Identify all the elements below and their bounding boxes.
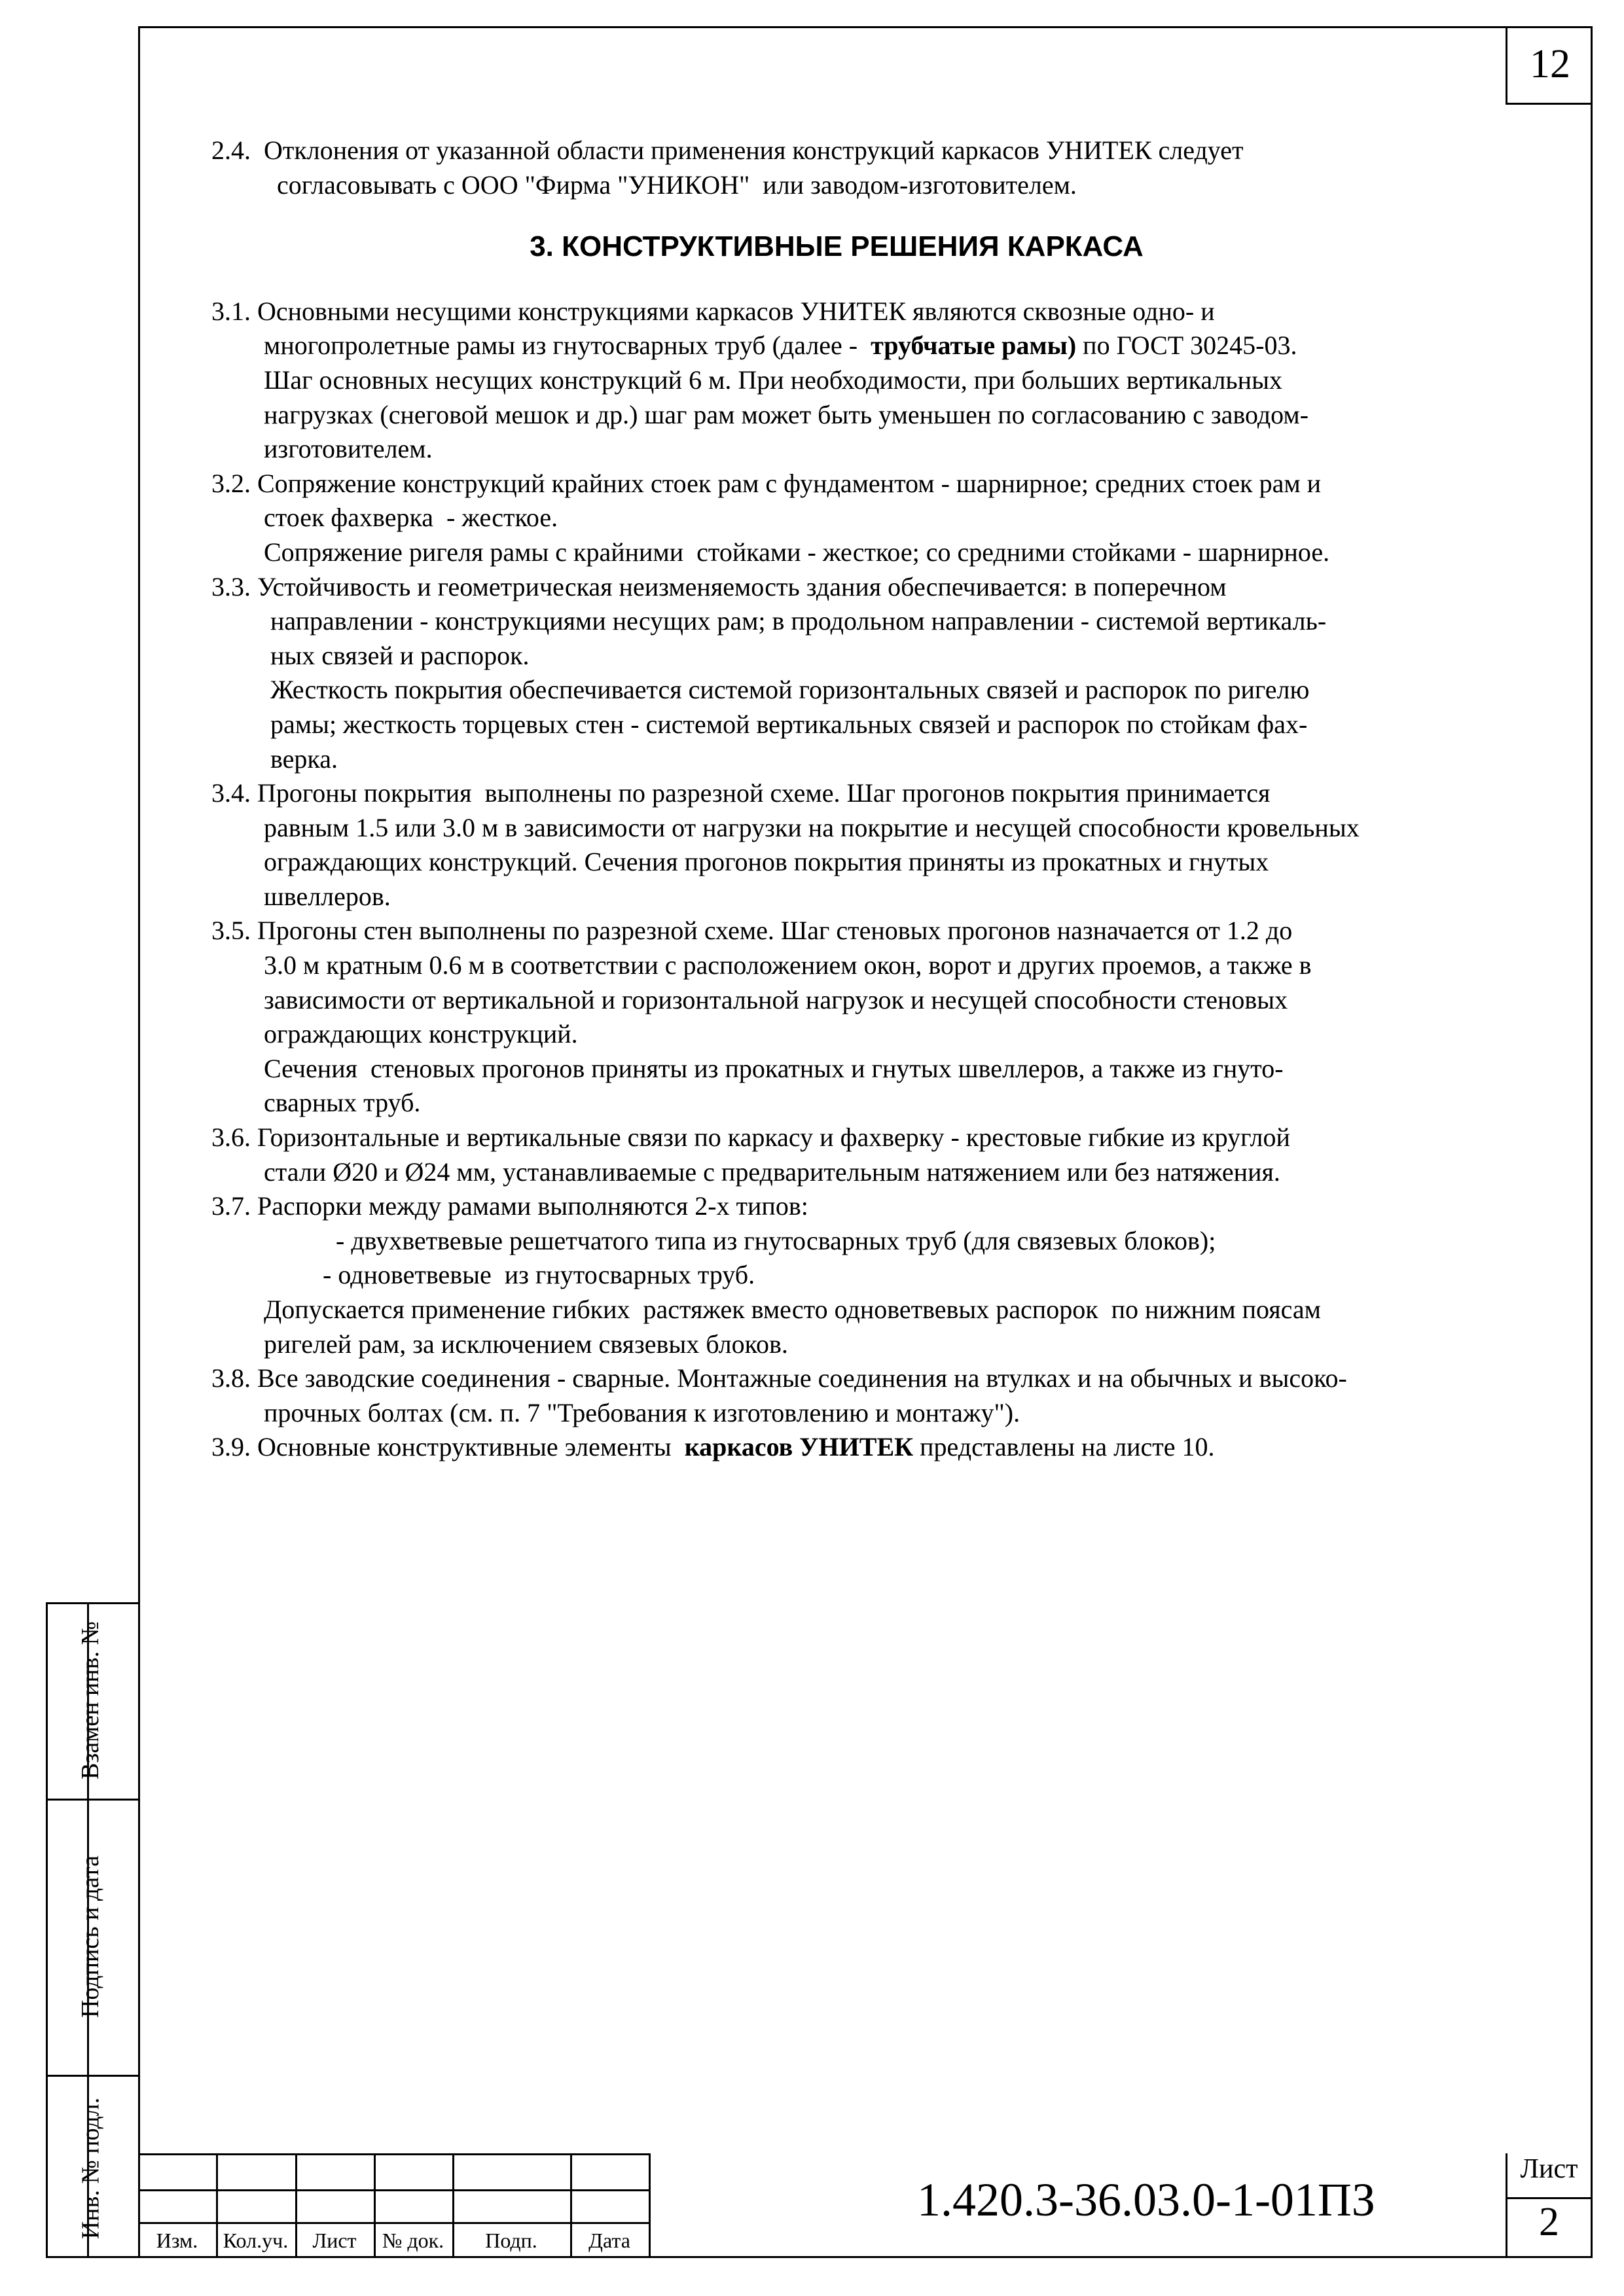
stamp-label-vzamen: Взамен инв. № [77, 1621, 104, 1780]
page-number: 12 [1506, 26, 1593, 105]
text-line: ригелей рам, за исключением связевых блоков. [211, 1329, 788, 1359]
document-body [211, 134, 1540, 1465]
text-line: рамы; жесткость торцевых стен - системой вертикальных связей и распорок по стойкам фах- [211, 709, 1308, 739]
text-line: - двухветвевые решетчатого типа из гнутосварных труб (для связевых блоков); [211, 1225, 1216, 1255]
text-line: Сечения стеновых прогонов приняты из прокатных и гнутых швеллеров, а также из гнуто- [211, 1053, 1284, 1083]
text-line: стали Ø20 и Ø24 мм, устанавливаемые с предварительным натяжением или без натяжения. [211, 1157, 1280, 1187]
text-line: 3.1. Основными несущими конструкциями каркасов УНИТЕК являются сквозные одно- и [211, 296, 1215, 326]
text-line: нагрузках (снеговой мешок и др.) шаг рам может быть уменьшен по согласованию с заводом- [211, 399, 1309, 429]
margin-stamp [46, 1602, 138, 2258]
text-line: Допускается применение гибких растяжек вместо одноветвевых распорок по нижним поясам [211, 1295, 1321, 1324]
text-line: верка. [211, 744, 338, 774]
tb-header-izm: Изм. [156, 2229, 198, 2252]
text-line: 3.0 м кратным 0.6 м в соответствии с расположением окон, ворот и других проемов, а также в [211, 950, 1312, 980]
text-line: согласовывать с ООО "Фирма "УНИКОН" или заводом-изготовителем. [211, 170, 1077, 200]
text-line: Шаг основных несущих конструкций 6 м. При необходимости, при больших вертикальных [211, 365, 1282, 395]
text-line: направлении - конструкциями несущих рам; в продольном направлении - системой вертикаль- [211, 606, 1327, 636]
text-line: ограждающих конструкций. Сечения прогонов покрытия приняты из прокатных и гнутых [211, 847, 1269, 877]
text-line: равным 1.5 или 3.0 м в зависимости от нагрузки на покрытие и несущей способности кровельных [211, 812, 1360, 842]
stamp-cell-podpis [48, 1801, 138, 2077]
document-number: 1.420.3-36.03.0-1-01ПЗ [917, 2174, 1375, 2226]
text-line [211, 329, 1540, 363]
text-span: представлены на листе 10. [913, 1432, 1215, 1462]
text-span: 3.9. Основные конструктивные элементы [211, 1432, 685, 1462]
tb-header-doc: № док. [382, 2229, 444, 2252]
text-span: по ГОСТ 30245-03. [1076, 331, 1297, 361]
text-line: 3.7. Распорки между рамами выполняются 2-х типов: [211, 1191, 808, 1221]
text-line: ных связей и распорок. [211, 640, 530, 670]
text-line: зависимости от вертикальной и горизонтальной нагрузок и несущей способности стеновых [211, 984, 1288, 1014]
text-line: 2.4. Отклонения от указанной области применения конструкций каркасов УНИТЕК следует [211, 135, 1244, 165]
section-heading: 3. КОНСТРУКТИВНЫЕ РЕШЕНИЯ КАРКАСА [530, 230, 1144, 263]
stamp-cell-inv [48, 2077, 138, 2260]
text-line: 3.8. Все заводские соединения - сварные. Монтажные соединения на втулках и на обычных и высоко- [211, 1363, 1347, 1393]
tb-line [138, 2222, 649, 2224]
tb-line [138, 2189, 649, 2191]
text-line: изготовителем. [211, 434, 433, 464]
tb-header-data: Дата [588, 2229, 630, 2252]
stamp-label-inv: Инв. № подл. [77, 2097, 105, 2240]
text-line [211, 1430, 1540, 1465]
text-line: швеллеров. [211, 881, 391, 911]
title-block [138, 2153, 1593, 2258]
sheet-label: Лист [1520, 2154, 1578, 2184]
text-line: Сопряжение ригеля рамы с крайними стойками - жесткое; со средними стойками - шарнирное. [211, 537, 1330, 567]
text-line: 3.3. Устойчивость и геометрическая неизменяемость здания обеспечивается: в поперечном [211, 571, 1227, 601]
tb-header-podp: Подп. [485, 2229, 537, 2252]
stamp-label-podpis: Подпись и дата [77, 1855, 105, 2018]
text-span: многопролетные рамы из гнутосварных труб (далее - [211, 331, 871, 361]
text-line: - одноветвевые из гнутосварных труб. [211, 1260, 755, 1290]
text-line: Жесткость покрытия обеспечивается системой горизонтальных связей и распорок по ригелю [211, 675, 1310, 705]
tb-header-kol: Кол.уч. [223, 2229, 289, 2252]
text-line: 3.4. Прогоны покрытия выполнены по разрезной схеме. Шаг прогонов покрытия принимается [211, 778, 1271, 808]
text-line: 3.6. Горизонтальные и вертикальные связи по каркасу и фахверку - крестовые гибкие из круглой [211, 1122, 1290, 1153]
text-line: стоек фахверка - жесткое. [211, 503, 558, 533]
bold-term: трубчатые рамы) [871, 331, 1077, 361]
text-line: 3.2. Сопряжение конструкций крайних стоек рам с фундаментом - шарнирное; средних стоек рам и [211, 468, 1322, 498]
text-line: сварных труб. [211, 1088, 421, 1118]
sheet-number: 2 [1539, 2200, 1559, 2244]
text-line: прочных болтах (см. п. 7 "Требования к изготовлению и монтажу"). [211, 1397, 1020, 1427]
stamp-cell-vzamen [48, 1604, 138, 1801]
tb-line [138, 2153, 649, 2155]
text-line: 3.5. Прогоны стен выполнены по разрезной схеме. Шаг стеновых прогонов назначается от 1.2 до [211, 916, 1293, 946]
text-line: ограждающих конструкций. [211, 1019, 578, 1049]
tb-header-list: Лист [312, 2229, 357, 2252]
bold-term: каркасов УНИТЕК [684, 1432, 914, 1462]
